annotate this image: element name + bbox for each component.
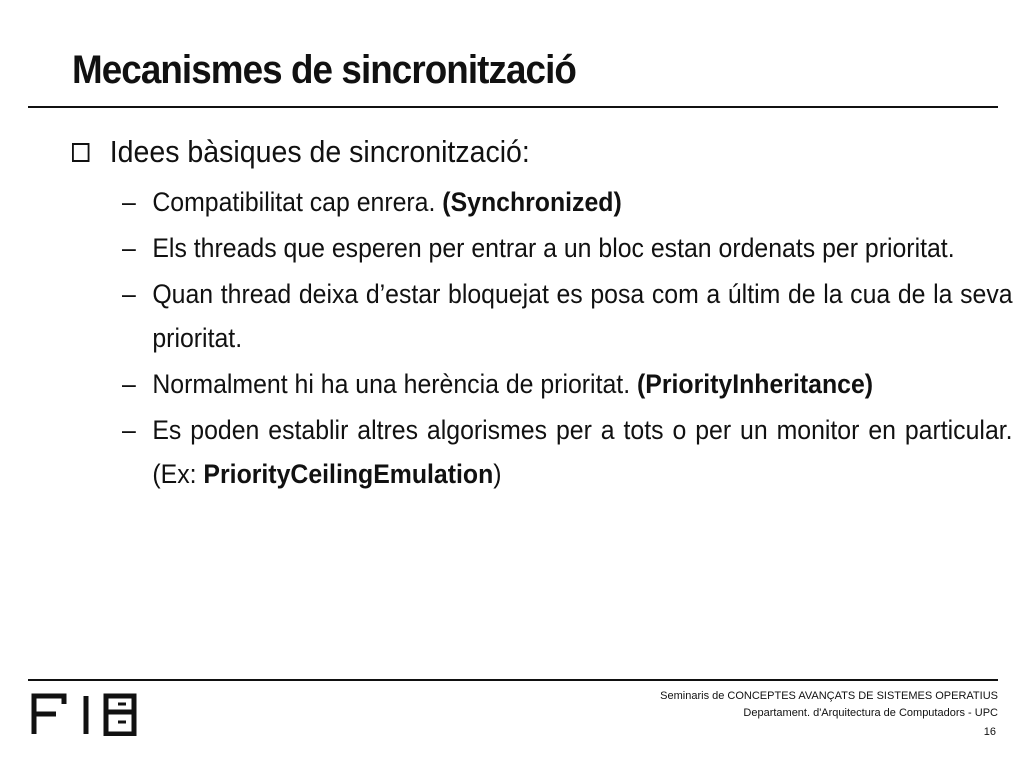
square-bullet-icon xyxy=(72,143,89,162)
footer-text xyxy=(660,688,998,722)
sub-bullet-item xyxy=(122,362,1013,406)
main-bullet xyxy=(72,134,530,170)
sub-bullet-item xyxy=(122,226,1013,270)
dash-marker: – xyxy=(122,187,136,217)
sub-bullet-text: Quan thread deixa d’estar bloquejat es posa com a últim de la cua de la seva prioritat. xyxy=(152,279,1013,353)
sub-bullet-list xyxy=(122,180,1013,498)
sub-bullet-bold: PriorityCeilingEmulation xyxy=(203,459,494,489)
dash-marker: – xyxy=(122,369,136,399)
dash-marker: – xyxy=(122,233,136,263)
sub-bullet-text: Els threads que esperen per entrar a un bloc estan ordenats per prioritat. xyxy=(152,233,955,263)
sub-bullet-item xyxy=(122,180,1013,224)
footer-department: Departament. d'Arquitectura de Computadors - UPC xyxy=(743,707,998,719)
dash-marker: – xyxy=(122,279,136,309)
sub-bullet-text: Normalment hi ha una herència de prioritat. xyxy=(152,369,637,399)
footer-course: Seminaris de CONCEPTES AVANÇATS DE SISTEMES OPERATIUS xyxy=(660,690,998,702)
title-divider xyxy=(28,106,998,108)
sub-bullet-bold: (Synchronized) xyxy=(442,187,622,217)
slide-title: Mecanismes de sincronització xyxy=(72,48,576,92)
sub-bullet-bold: (PriorityInheritance) xyxy=(636,369,874,399)
dash-marker: – xyxy=(122,415,136,445)
sub-bullet-suffix: ) xyxy=(493,459,502,489)
sub-bullet-item xyxy=(122,272,1013,360)
page-number: 16 xyxy=(983,726,996,738)
fib-logo-icon xyxy=(30,690,140,736)
sub-bullet-item xyxy=(122,408,1013,496)
sub-bullet-text: Compatibilitat cap enrera. xyxy=(152,187,443,217)
main-bullet-text: Idees bàsiques de sincronització: xyxy=(109,134,530,169)
footer-divider xyxy=(28,679,998,681)
sub-bullet-text: Es poden establir altres algorismes per a tots o per un monitor en particular. (Ex: xyxy=(152,415,1013,489)
